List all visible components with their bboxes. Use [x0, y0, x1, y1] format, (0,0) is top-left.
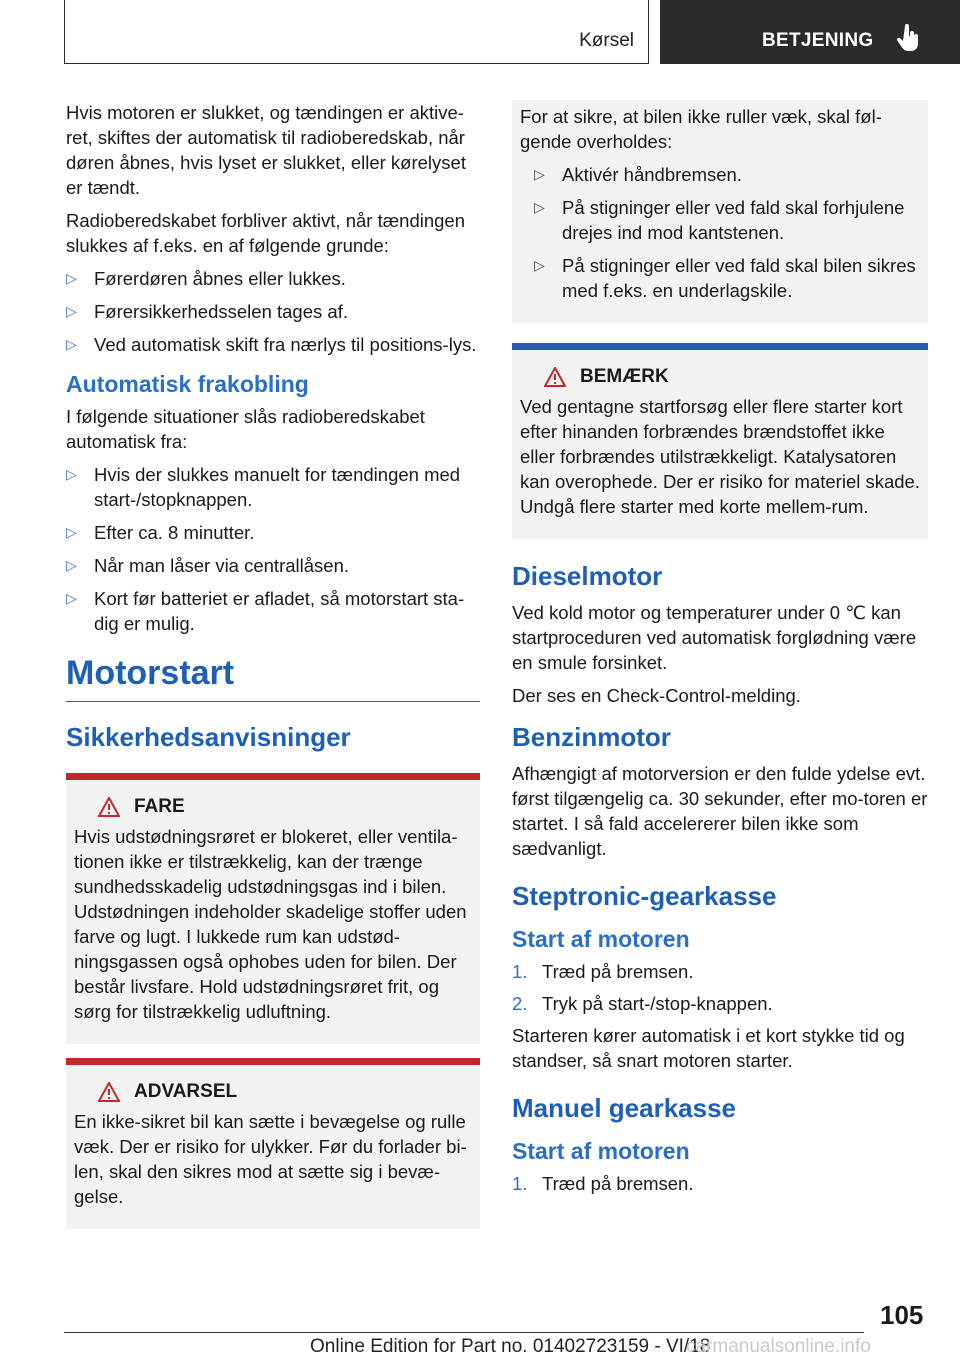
- list-item: ▷ Hvis der slukkes manuelt for tændingen med start-/stopknappen.: [66, 464, 461, 510]
- triangle-bullet-icon: ▷: [66, 557, 77, 573]
- triangle-bullet-icon: ▷: [534, 166, 545, 182]
- paragraph: Starteren kører automatisk i et kort stykke tid og standser, så snart motoren starter.: [512, 1025, 905, 1071]
- edition-note: Online Edition for Part no. 01402723159 - VI/18: [310, 1336, 711, 1357]
- bullet-list: [534, 162, 920, 303]
- list-item: ▷ Førerdøren åbnes eller lukkes.: [66, 268, 346, 289]
- notice-text: Ved gentagne startforsøg eller flere starter kort efter hinanden forbrændes brændstoffet ikke eller forbrændes utilstrækkeligt. Katalysatoren kan overophede. Der er risiko for materiel skade. Undgå flere starter med korte mellem‐rum.: [520, 396, 920, 517]
- list-item: ▷ Kort før batteriet er afladet, så motorstart sta‐dig er mulig.: [66, 588, 465, 634]
- warning-text: En ikke-sikret bil kan sætte i bevægelse og rulle væk. Der er risiko for ulykker. Før du forlader bi‐len, skal den sikres mod at sætte sig i bevæ‐gelse.: [74, 1111, 467, 1207]
- heading-petrol: Benzinmotor: [512, 722, 671, 752]
- triangle-bullet-icon: ▷: [66, 270, 77, 286]
- warning-heading: ADVARSEL: [98, 1081, 472, 1103]
- warning-box: [66, 1058, 480, 1229]
- triangle-bullet-icon: ▷: [534, 257, 545, 273]
- page-number: 105: [880, 1300, 924, 1330]
- heading-automatic-shutoff: Automatisk frakobling: [66, 371, 309, 397]
- notice-box: [512, 343, 928, 539]
- left-column: [66, 100, 480, 1241]
- warning-triangle-icon: [544, 367, 566, 387]
- pointing-hand-icon: [896, 24, 920, 52]
- heading-diesel: Dieselmotor: [512, 561, 663, 591]
- list-item: ▷ Efter ca. 8 minutter.: [66, 522, 255, 543]
- header-section-box: [64, 0, 649, 64]
- triangle-bullet-icon: ▷: [66, 590, 77, 606]
- list-item: ▷ Ved automatisk skift fra nærlys til positions‐lys.: [66, 334, 477, 355]
- danger-text: Hvis udstødningsrøret er blokeret, eller ventila‐tionen ikke er tilstrækkelig, kan der trænge sundhedsskadelig udstødningsgas ind i bilen. Udstødningen indeholder skadelige stoffer uden farve og lugt. I lukkede rum kan udstød‐ningsgassen også ophobes uden for bilen. Der består livsfare. Hold udstødningsrøret frit, og sørg for tilstrækkelig udluftning.: [74, 826, 467, 1022]
- bullet-list: [66, 266, 480, 357]
- heading-motorstart: Motorstart: [66, 654, 480, 702]
- danger-box: [66, 773, 480, 1044]
- paragraph: Afhængigt af motorversion er den fulde ydelse evt. først tilgængelig ca. 30 sekunder, efter mo‐toren er startet. I så fald accelererer bilen ikke som sædvanligt.: [512, 763, 928, 859]
- watermark: carmanualsonline.info: [686, 1336, 871, 1357]
- numbered-list: [512, 959, 928, 1016]
- list-item: ▷ Aktivér håndbremsen.: [534, 164, 742, 185]
- notice-heading: BEMÆRK: [544, 366, 920, 388]
- triangle-bullet-icon: ▷: [534, 199, 545, 215]
- heading-manual-gearbox: Manuel gearkasse: [512, 1093, 737, 1123]
- info-box: [512, 100, 928, 323]
- warning-triangle-icon: [98, 1082, 120, 1102]
- heading-start-engine: Start af motoren: [512, 926, 690, 952]
- chapter-title: BETJENING: [762, 30, 874, 51]
- triangle-bullet-icon: ▷: [66, 466, 77, 482]
- triangle-bullet-icon: ▷: [66, 524, 77, 540]
- header-chapter-tab: [660, 0, 960, 64]
- list-item: ▷ På stigninger eller ved fald skal forhjulene drejes ind mod kantstenen.: [534, 197, 905, 243]
- section-title: Kørsel: [579, 30, 634, 51]
- paragraph: Hvis motoren er slukket, og tændingen er aktive‐ret, skiftes der automatisk til radioberedskab, når døren åbnes, hvis lyset er slukket, eller kørelyset er tændt.: [66, 102, 466, 198]
- list-item: 2. Tryk på start-/stop-knappen.: [512, 993, 773, 1014]
- list-item: ▷ Når man låser via centrallåsen.: [66, 555, 349, 576]
- heading-safety: Sikkerhedsanvisninger: [66, 722, 351, 752]
- list-item: 1. Træd på bremsen.: [512, 961, 694, 982]
- danger-heading: FARE: [98, 796, 472, 818]
- paragraph: For at sikre, at bilen ikke ruller væk, skal føl‐gende overholdes:: [520, 106, 882, 152]
- warning-triangle-icon: [98, 797, 120, 817]
- list-item: 1. Træd på bremsen.: [512, 1173, 694, 1194]
- heading-steptronic: Steptronic-gearkasse: [512, 881, 777, 911]
- numbered-list: [512, 1171, 928, 1196]
- list-item: ▷ På stigninger eller ved fald skal bilen sikres med f.eks. en underlagskile.: [534, 255, 916, 301]
- heading-start-engine: Start af motoren: [512, 1138, 690, 1164]
- paragraph: Radioberedskabet forbliver aktivt, når tændingen slukkes af f.eks. en af følgende grunde:: [66, 210, 466, 256]
- paragraph: I følgende situationer slås radioberedskabet automatisk fra:: [66, 406, 425, 452]
- triangle-bullet-icon: ▷: [66, 336, 77, 352]
- paragraph: Ved kold motor og temperaturer under 0 ℃ kan startproceduren ved automatisk forglødning være en smule forsinket.: [512, 602, 917, 673]
- right-column: [512, 100, 928, 1203]
- footer-divider: [64, 1332, 864, 1333]
- list-item: ▷ Førersikkerhedsselen tages af.: [66, 301, 348, 322]
- bullet-list: [66, 462, 480, 636]
- paragraph: Der ses en Check-Control-melding.: [512, 685, 801, 706]
- triangle-bullet-icon: ▷: [66, 303, 77, 319]
